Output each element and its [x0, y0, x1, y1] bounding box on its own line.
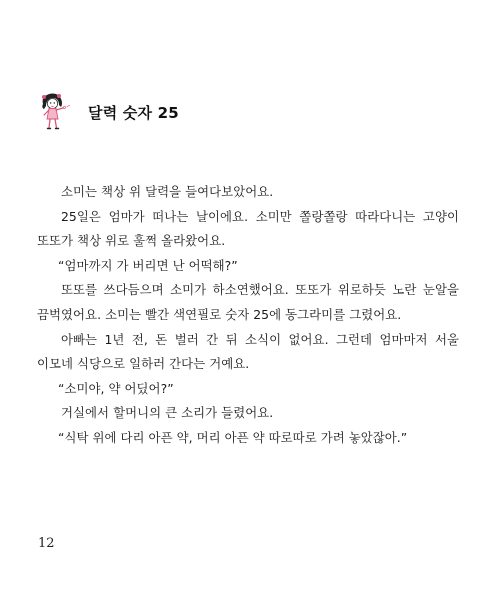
dialogue-line: “소미야, 약 어딨어?”: [58, 380, 174, 396]
paragraph: 아빠는 1년 전, 돈 벌러 간 뒤 소식이 없어요. 그런데 엄마마저 서울 이모네 식당으로 일하러 간다는 거예요.: [37, 331, 459, 372]
dialogue-line: “엄마까지 가 버리면 난 어떡해?”: [58, 257, 238, 273]
paragraph: 25일은 엄마가 떠나는 날이에요. 소미만 쫄랑쫄랑 따라다니는 고양이 또또가 책상 위로 훌쩍 올라왔어요.: [37, 208, 459, 249]
chapter-title: 달력 숫자 25: [88, 103, 179, 122]
story-text: [37, 180, 459, 451]
page-number: 12: [38, 536, 55, 551]
girl-illustration: [38, 92, 72, 132]
dialogue-line: “식탁 위에 다리 아픈 약, 머리 아픈 약 따로따로 가려 놓았잖아.”: [58, 429, 408, 445]
paragraph: 거실에서 할머니의 큰 소리가 들렸어요.: [61, 405, 274, 421]
paragraph: 소미는 책상 위 달력을 들여다보았어요.: [61, 184, 274, 199]
paragraph: 또또를 쓰다듬으며 소미가 하소연했어요. 또또가 위로하듯 노란 눈알을 끔벅였어요. 소미는 빨간 색연필로 숫자 25에 동그라미를 그렸어요.: [37, 282, 459, 322]
chapter-header: [38, 92, 179, 132]
